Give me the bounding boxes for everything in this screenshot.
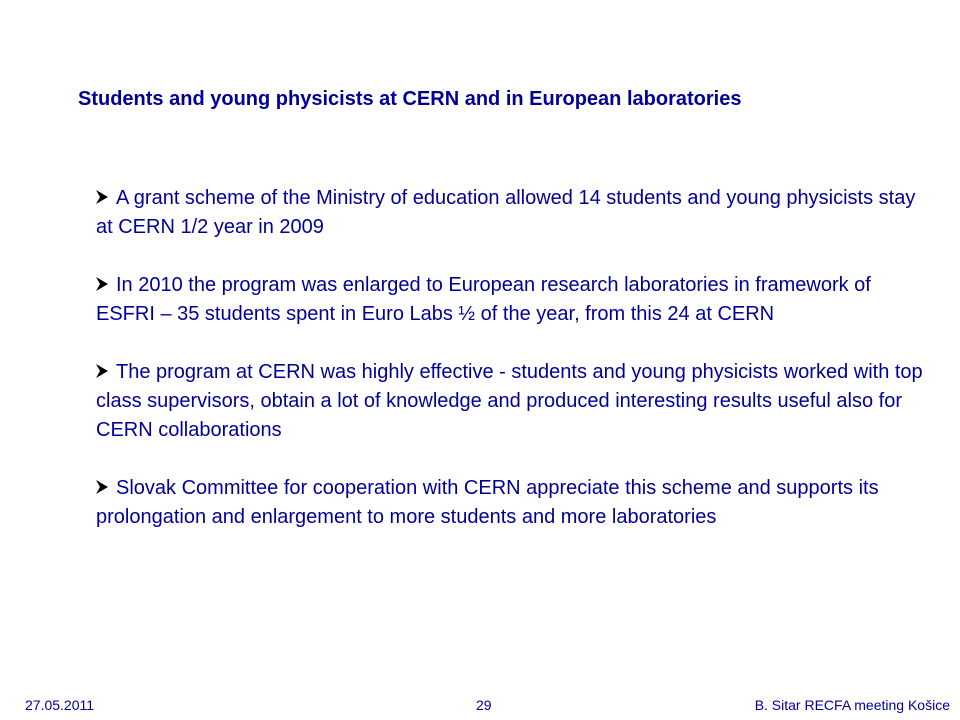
- bullet-text: The program at CERN was highly effective - students and young physicists worked with top class supervisors, obtain a lot of knowledge and produced interesting results useful also for CERN collaborations: [96, 361, 923, 441]
- arrow-bullet-icon: [96, 187, 108, 207]
- bullet-item: [96, 184, 926, 242]
- bullet-item: [96, 358, 926, 445]
- arrow-bullet-icon: [96, 361, 108, 381]
- page-number: 29: [476, 697, 492, 713]
- arrow-bullet-icon: [96, 477, 108, 497]
- bullet-item: [96, 271, 926, 329]
- bullet-list: [96, 184, 926, 561]
- bullet-text: A grant scheme of the Ministry of education allowed 14 students and young physicists stay at CERN 1/2 year in 2009: [96, 187, 916, 238]
- bullet-text: In 2010 the program was enlarged to European research laboratories in framework of ESFRI – 35 students spent in Euro Labs ½ of the year, from this 24 at CERN: [96, 274, 871, 325]
- footer-author: B. Sitar RECFA meeting Košice: [754, 697, 950, 713]
- arrow-bullet-icon: [96, 274, 108, 294]
- slide-title: Students and young physicists at CERN and in European laboratories: [78, 88, 742, 110]
- bullet-text: Slovak Committee for cooperation with CERN appreciate this scheme and supports its prolongation and enlargement to more students and more laboratories: [96, 477, 879, 528]
- footer-date: 27.05.2011: [25, 697, 95, 713]
- bullet-item: [96, 474, 926, 532]
